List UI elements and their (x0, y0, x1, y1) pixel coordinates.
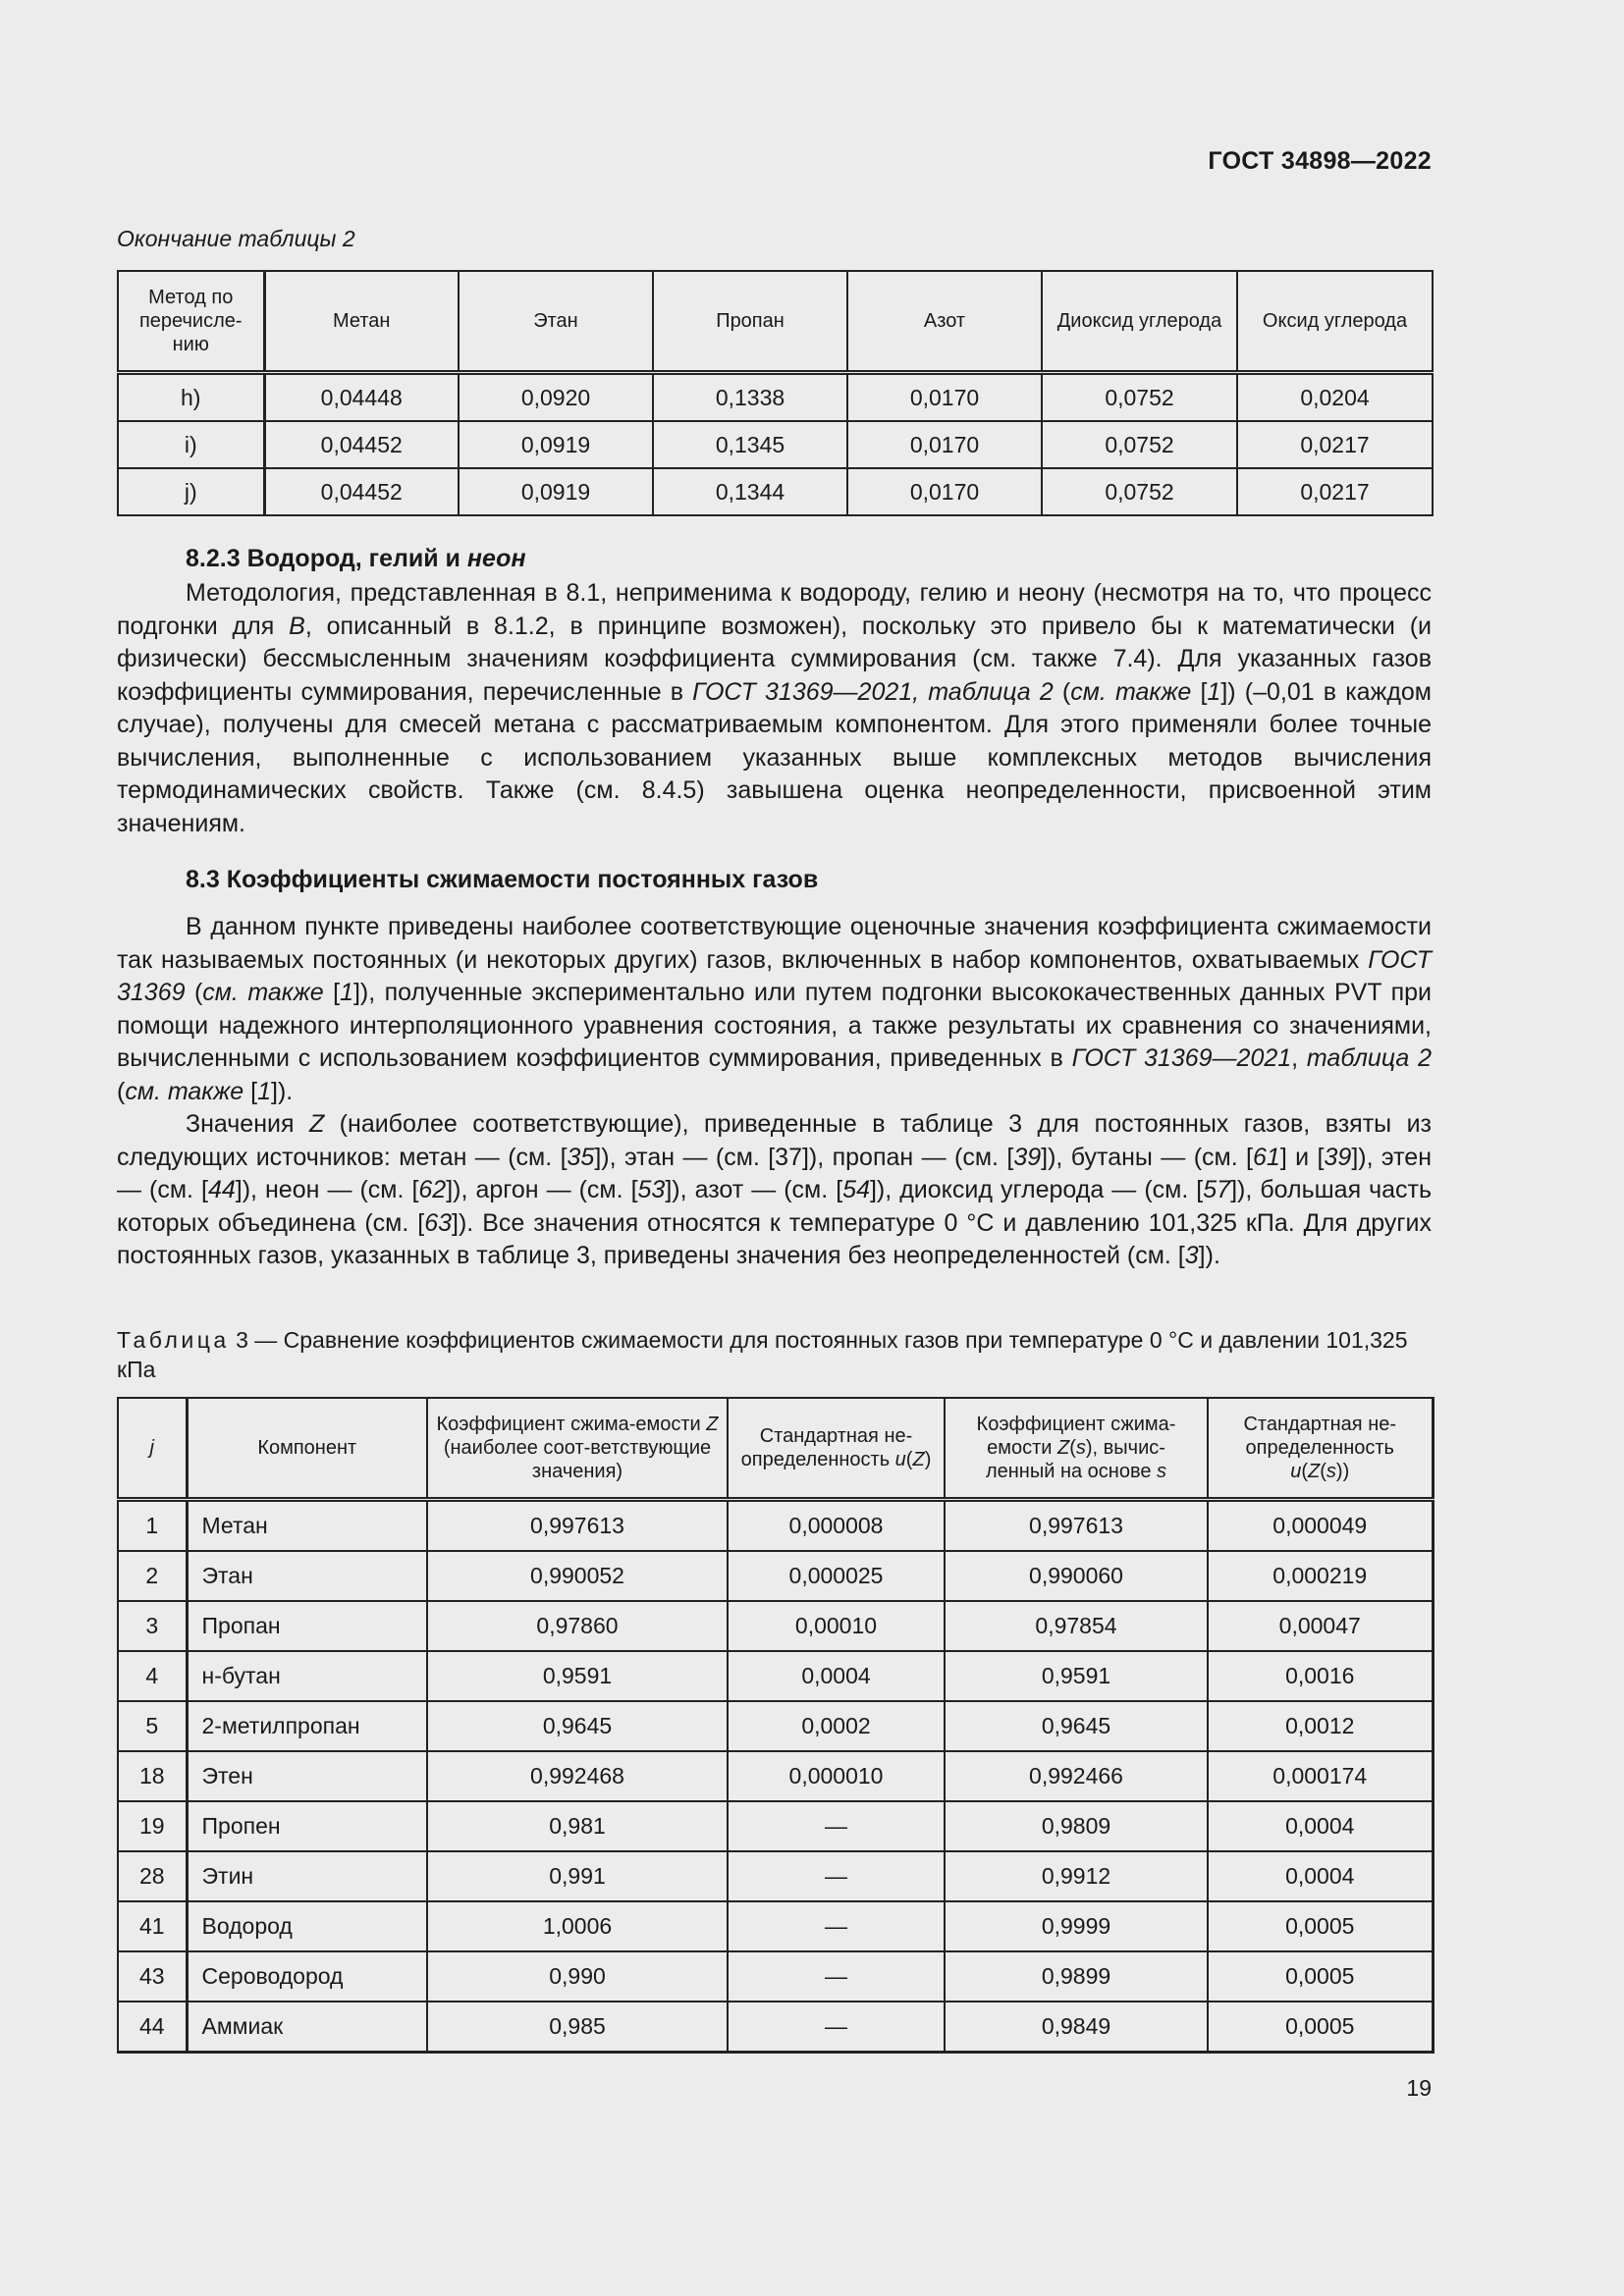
table-cell: 1 (118, 1500, 187, 1552)
table-cell: 0,000219 (1208, 1551, 1433, 1601)
table-cell: — (728, 1801, 945, 1851)
table-cell: 0,0170 (847, 468, 1042, 515)
table-cell: 0,1345 (653, 421, 847, 468)
table-cell: i) (118, 421, 264, 468)
table-cell: — (728, 1951, 945, 2002)
table-cell: 19 (118, 1801, 187, 1851)
table-row (118, 1901, 1433, 1951)
paragraph: Методология, представленная в 8.1, неприменима к водороду, гелию и неону (несмотря на то, что процесс подгонки для B, описанный в 8.1.2, в принципе возможен), поскольку это привело бы к математически (и физически) бессмысленным значениям коэффициента суммирования (см. также 7.4). Для указанных газов коэффициенты суммирования, перечисленные в ГОСТ 31369—2021, таблица 2 (см. также [1]) (–0,01 в каждом случае), получены для смесей метана с рассматриваемым компонентом. Для этого применяли более точные вычисления, выполненные с использованием указанных выше комплексных методов вычисления термодинамических свойств. Также (см. 8.4.5) завышена оценка неопределенности, присвоенной этим значениям. (117, 579, 1433, 837)
table3-caption-label: Таблица (117, 1327, 230, 1353)
table-cell: 0,0170 (847, 373, 1042, 422)
table-cell: 0,9645 (427, 1701, 728, 1751)
table-cell: 0,0005 (1208, 1901, 1433, 1951)
section-title-italic: неон (466, 545, 526, 572)
table3-col-z: Коэффициент сжима-емости Z (наиболее соот-ветствующие значения) (427, 1398, 728, 1500)
table-cell: — (728, 1851, 945, 1901)
table2-col-co2: Диоксид углерода (1042, 271, 1237, 373)
table-cell: 0,04448 (264, 373, 459, 422)
table-cell: 0,997613 (945, 1500, 1208, 1552)
table-cell: 28 (118, 1851, 187, 1901)
section-number: 8.3 (186, 866, 220, 893)
table2-header-row (118, 271, 1433, 373)
table-cell: 41 (118, 1901, 187, 1951)
table-cell: 0,990060 (945, 1551, 1208, 1601)
table-cell: 3 (118, 1601, 187, 1651)
table3-col-component: Компонент (187, 1398, 427, 1500)
table-cell: 0,0217 (1237, 421, 1433, 468)
section-8-2-3-heading (186, 545, 526, 573)
section-8-2-3-body (117, 577, 1432, 840)
table-row (118, 1801, 1433, 1851)
table-cell: 0,0919 (459, 421, 653, 468)
section-title: Водород, гелий и (246, 545, 460, 572)
paragraph: Значения Z (наиболее соответствующие), приведенные в таблице 3 для постоянных газов, взяты из следующих источников: метан — (см. [35]), этан — (см. [37]), пропан — (см. [39]), бутаны — (см. [61] и [39]), этен — (см. [44]), неон — (см. [62]), аргон — (см. [53]), азот — (см. [54]), диоксид углерода — (см. [57]), большая часть которых объединена (см. [63]). Все значения относятся к температуре 0 °С и давлению 101,325 кПа. Для других постоянных газов, указанных в таблице 3, приведены значения без неопределенностей (см. [3]). (117, 1110, 1433, 1269)
table-cell: 0,1344 (653, 468, 847, 515)
table-row (118, 1751, 1433, 1801)
table3-caption-text: 3 — Сравнение коэффициентов сжимаемости для постоянных газов при температуре 0 °С и давлении 101,325 кПа (117, 1327, 1408, 1382)
table-cell: 0,0204 (1237, 373, 1433, 422)
table-cell: 44 (118, 2002, 187, 2053)
standard-designation: ГОСТ 34898—2022 (1208, 147, 1432, 175)
table-cell: 0,9999 (945, 1901, 1208, 1951)
table-cell: Этин (187, 1851, 427, 1901)
table-cell: 0,000025 (728, 1551, 945, 1601)
table-cell: 0,000008 (728, 1500, 945, 1552)
table-row (118, 1500, 1433, 1552)
table-cell: 0,0016 (1208, 1651, 1433, 1701)
table-cell: — (728, 2002, 945, 2053)
table-cell: 2 (118, 1551, 187, 1601)
table-cell: 0,1338 (653, 373, 847, 422)
table-row (118, 1851, 1433, 1901)
paragraph: В данном пункте приведены наиболее соответствующие оценочные значения коэффициента сжимаемости так называемых постоянных (и некоторых других) газов, включенных в набор компонентов, охватываемых ГОСТ 31369 (см. также [1]), полученные экспериментально или путем подгонки высококачественных данных PVT при помощи надежного интерполяционного уравнения состояния, а также результаты их сравнения со значениями, вычисленными с использованием коэффициентов суммирования, приведенных в ГОСТ 31369—2021, таблица 2 (см. также [1]). (117, 913, 1432, 1105)
table-cell: 0,991 (427, 1851, 728, 1901)
table-cell: 0,000174 (1208, 1751, 1433, 1801)
table-cell: 0,992468 (427, 1751, 728, 1801)
table-cell: 0,97854 (945, 1601, 1208, 1651)
table-cell: 0,0005 (1208, 2002, 1433, 2053)
section-number: 8.2.3 (186, 545, 241, 572)
table-cell: 0,04452 (264, 421, 459, 468)
table-cell: 0,997613 (427, 1500, 728, 1552)
table-cell: 0,04452 (264, 468, 459, 515)
table-cell: 0,0004 (1208, 1851, 1433, 1901)
table-cell: 0,981 (427, 1801, 728, 1851)
table-row (118, 1951, 1433, 2002)
table-row (118, 373, 1433, 422)
table2-col-propane: Пропан (653, 271, 847, 373)
table-cell: 0,9849 (945, 2002, 1208, 2053)
table-cell: 0,0752 (1042, 421, 1237, 468)
table3-col-j: j (118, 1398, 187, 1500)
table-cell: 43 (118, 1951, 187, 2002)
table-cell: 0,0752 (1042, 468, 1237, 515)
table2-col-co: Оксид углерода (1237, 271, 1433, 373)
table-cell: 0,992466 (945, 1751, 1208, 1801)
table-cell: 0,0004 (728, 1651, 945, 1701)
table-row (118, 468, 1433, 515)
table-cell: Пропен (187, 1801, 427, 1851)
table3-col-uz: Стандартная не-определенность u(Z) (728, 1398, 945, 1500)
table-cell: 0,0217 (1237, 468, 1433, 515)
table3-col-zs: Коэффициент сжима-емости Z(s), вычис-ленный на основе s (945, 1398, 1208, 1500)
table-cell: 4 (118, 1651, 187, 1701)
table-row (118, 1551, 1433, 1601)
table-cell: н-бутан (187, 1651, 427, 1701)
table-cell: Водород (187, 1901, 427, 1951)
table-cell: 0,0005 (1208, 1951, 1433, 2002)
table2-col-nitrogen: Азот (847, 271, 1042, 373)
table-cell: Аммиак (187, 2002, 427, 2053)
table2-col-methane: Метан (264, 271, 459, 373)
table-cell: 0,9591 (945, 1651, 1208, 1701)
table-cell: Сероводород (187, 1951, 427, 2002)
table-cell: 1,0006 (427, 1901, 728, 1951)
table-cell: 18 (118, 1751, 187, 1801)
table-3 (117, 1397, 1435, 2054)
table-cell: 0,0002 (728, 1701, 945, 1751)
section-8-3-heading (186, 866, 818, 894)
table2-col-method: Метод по перечисле-нию (118, 271, 264, 373)
table-cell: Этан (187, 1551, 427, 1601)
table-row (118, 421, 1433, 468)
table3-header-row (118, 1398, 1433, 1500)
table-cell: 0,0012 (1208, 1701, 1433, 1751)
table-cell: 0,97860 (427, 1601, 728, 1651)
table-cell: 0,990052 (427, 1551, 728, 1601)
table-cell: j) (118, 468, 264, 515)
table-cell: 0,0920 (459, 373, 653, 422)
table-cell: 0,9899 (945, 1951, 1208, 2002)
table-row (118, 1651, 1433, 1701)
table-cell: 2-метилпропан (187, 1701, 427, 1751)
table3-caption (117, 1325, 1432, 1384)
table-cell: Этен (187, 1751, 427, 1801)
table-cell: 0,000010 (728, 1751, 945, 1801)
table-cell: 0,00010 (728, 1601, 945, 1651)
table-cell: 0,9591 (427, 1651, 728, 1701)
table-cell: Метан (187, 1500, 427, 1552)
table-cell: 0,0170 (847, 421, 1042, 468)
table3-col-uzs: Стандартная не-определенность u(Z(s)) (1208, 1398, 1433, 1500)
section-title: Коэффициенты сжимаемости постоянных газов (226, 866, 819, 893)
table-cell: Пропан (187, 1601, 427, 1651)
table-cell: 0,9809 (945, 1801, 1208, 1851)
table2-col-ethane: Этан (459, 271, 653, 373)
table-cell: 0,985 (427, 2002, 728, 2053)
table-cell: — (728, 1901, 945, 1951)
page-number: 19 (1406, 2075, 1432, 2101)
table-row (118, 1701, 1433, 1751)
table2-continuation-caption: Окончание таблицы 2 (117, 226, 355, 251)
table-cell: 0,00047 (1208, 1601, 1433, 1651)
table-2 (117, 270, 1434, 516)
table-cell: 0,0752 (1042, 373, 1237, 422)
section-8-3-body (117, 911, 1432, 1273)
table-row (118, 1601, 1433, 1651)
table-cell: 0,9912 (945, 1851, 1208, 1901)
table-cell: 5 (118, 1701, 187, 1751)
table-cell: h) (118, 373, 264, 422)
table-cell: 0,0004 (1208, 1801, 1433, 1851)
table-cell: 0,990 (427, 1951, 728, 2002)
table-cell: 0,0919 (459, 468, 653, 515)
table-row (118, 2002, 1433, 2053)
table-cell: 0,000049 (1208, 1500, 1433, 1552)
table-cell: 0,9645 (945, 1701, 1208, 1751)
